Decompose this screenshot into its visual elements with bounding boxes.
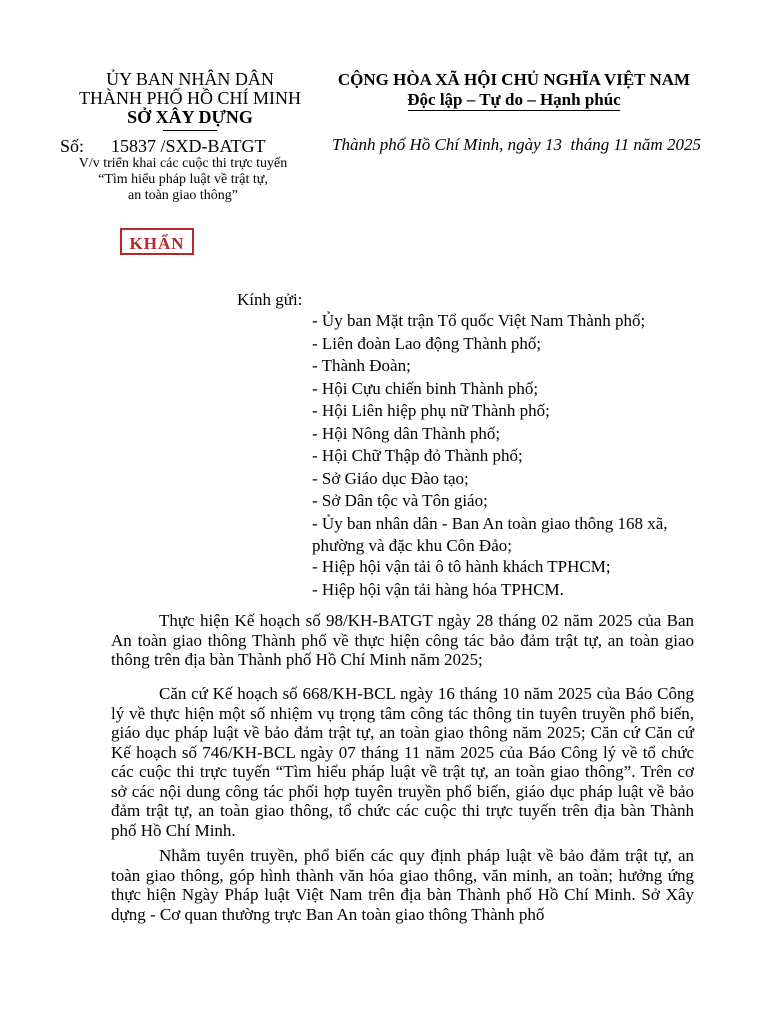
recipient-item: - Hội Cựu chiến binh Thành phố; xyxy=(312,378,539,398)
issue-date: Thành phố Hồ Chí Minh, ngày 13 tháng 11 năm 2025 xyxy=(332,135,701,154)
subject-line-3: an toàn giao thông” xyxy=(127,188,239,203)
recipient-item: - Sở Giáo dục Đào tạo; xyxy=(312,468,469,488)
recipient-item: phường và đặc khu Côn Đảo; xyxy=(312,536,512,555)
recipient-item: - Liên đoàn Lao động Thành phố; xyxy=(312,333,542,353)
issuer-block xyxy=(40,70,340,127)
recipient-item: - Hiệp hội vận tải ô tô hành khách TPHCM; xyxy=(312,557,611,576)
recipient-list xyxy=(312,310,668,601)
motto-underline xyxy=(408,110,620,111)
issuer-line-2: THÀNH PHỐ HỒ CHÍ MINH xyxy=(79,88,301,108)
body-paragraph: Nhằm tuyên truyền, phổ biến các quy định pháp luật về bảo đảm trật tự, an toàn giao thông, góp hình thành văn hóa giao thông, văn minh, an toàn; hưởng ứng thực hiện Ngày Pháp luật Việt Nam trên địa bàn Thành phố Hồ Chí Minh. Sở Xây dựng - Cơ quan thường trực Ban An toàn giao thông Thành phố xyxy=(111,846,694,924)
recipient-item: - Ủy ban nhân dân - Ban An toàn giao thông 168 xã, xyxy=(312,513,668,533)
nation-motto: Độc lập – Tự do – Hạnh phúc xyxy=(407,90,621,109)
document-number: Số: 15837 /SXD-BATGT xyxy=(60,136,266,156)
nation-block xyxy=(300,70,728,109)
subject-block xyxy=(33,156,333,204)
subject-line-2: “Tìm hiểu pháp luật về trật tự, xyxy=(98,172,268,187)
issuer-line-1: ỦY BAN NHÂN DÂN xyxy=(106,69,274,89)
issuer-department: SỞ XÂY DỰNG xyxy=(127,107,253,127)
urgent-stamp: KHẨN xyxy=(120,228,194,255)
recipient-item: - Thành Đoàn; xyxy=(312,356,411,375)
recipient-item: - Hiệp hội vận tải hàng hóa TPHCM. xyxy=(312,579,564,599)
body-paragraph: Thực hiện Kế hoạch số 98/KH-BATGT ngày 28 tháng 02 năm 2025 của Ban An toàn giao thông Thành phố về thực hiện công tác bảo đảm trật tự, an toàn giao thông trên địa bàn Thành phố Hồ Chí Minh năm 2025; xyxy=(111,611,694,669)
addressee-label: Kính gửi: xyxy=(237,290,303,309)
recipient-item: - Sở Dân tộc và Tôn giáo; xyxy=(312,491,488,510)
recipient-item: - Hội Liên hiệp phụ nữ Thành phố; xyxy=(312,401,550,420)
body-paragraph: Căn cứ Kế hoạch số 668/KH-BCL ngày 16 tháng 10 năm 2025 của Báo Công lý về thực hiện một số nhiệm vụ trọng tâm công tác thông tin tuyên truyền phổ biến, giáo dục pháp luật về bảo đảm trật tự, an toàn giao thông năm 2025; Căn cứ Căn cứ Kế hoạch số 746/KH-BCL ngày 07 tháng 11 năm 2025 của Báo Công lý về tổ chức các cuộc thi trực tuyến “Tìm hiểu pháp luật về trật tự, an toàn giao thông”. Trên cơ sở các nội dung công tác phối hợp tuyên truyền phổ biến, giáo dục pháp luật về bảo đảm trật tự, an toàn giao thông, tổ chức các cuộc thi trực tuyến trên địa bàn Thành phố Hồ Chí Minh. xyxy=(111,684,694,840)
recipient-item: - Hội Chữ Thập đỏ Thành phố; xyxy=(312,446,523,465)
issuer-underline xyxy=(163,130,217,131)
subject-line-1: V/v triển khai các cuộc thi trực tuyến xyxy=(78,156,288,171)
recipient-item: - Hội Nông dân Thành phố; xyxy=(312,423,501,443)
nation-title: CỘNG HÒA XÃ HỘI CHỦ NGHĨA VIỆT NAM xyxy=(337,70,691,89)
recipient-item: - Ủy ban Mặt trận Tổ quốc Việt Nam Thành phố; xyxy=(312,311,646,330)
